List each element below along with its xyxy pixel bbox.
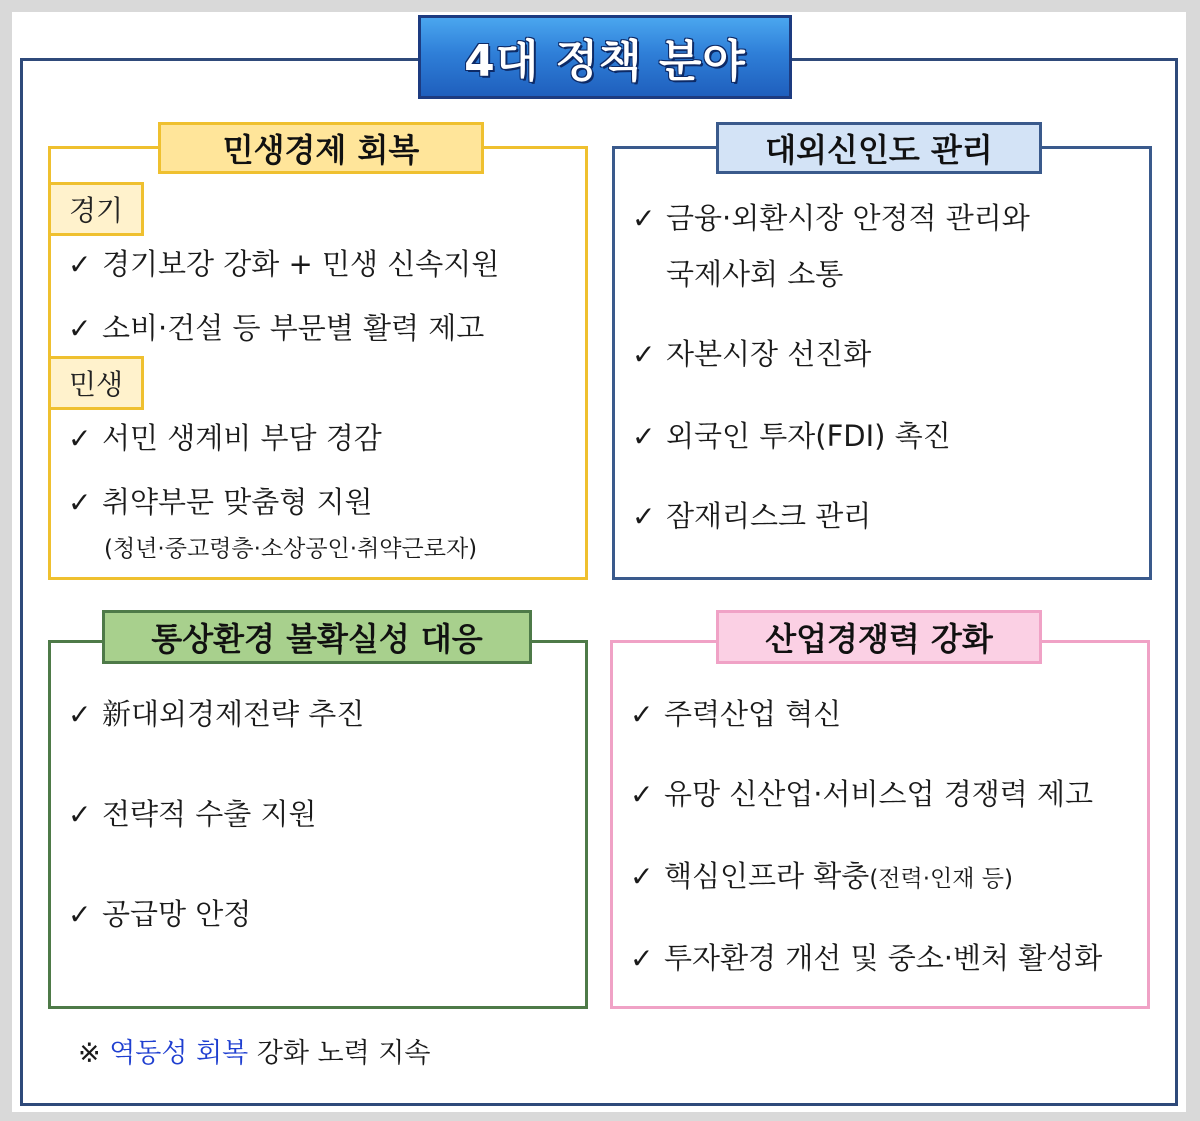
footer-highlight: 역동성 회복 [109, 1038, 249, 1069]
list-item: ✓ 핵심인프라 확충(전력·인재 등) [630, 859, 1013, 893]
list-item: ✓ 공급망 안정 [68, 897, 252, 931]
check-icon: ✓ [630, 778, 654, 811]
sub-note: (청년·중고령층·소상공인·취약근로자) [104, 536, 478, 562]
list-item: ✓ 주력산업 혁신 [630, 697, 842, 731]
main-title: 4대 정책 분야 [418, 15, 792, 99]
check-icon: ✓ [68, 698, 92, 731]
check-icon: ✓ [630, 698, 654, 731]
check-icon: ✓ [632, 338, 656, 371]
list-item: ✓ 금융·외환시장 안정적 관리와 [632, 201, 1030, 235]
list-item: ✓ 新대외경제전략 추진 [68, 697, 365, 731]
check-icon: ✓ [68, 486, 92, 519]
check-icon: ✓ [630, 942, 654, 975]
check-icon: ✓ [68, 312, 92, 345]
check-icon: ✓ [68, 422, 92, 455]
check-icon: ✓ [68, 898, 92, 931]
item-suffix: (전력·인재 등) [869, 866, 1013, 892]
check-icon: ✓ [630, 860, 654, 893]
check-icon: ✓ [632, 202, 656, 235]
list-item: ✓ 소비·건설 등 부문별 활력 제고 [68, 311, 485, 345]
list-item: ✓ 투자환경 개선 및 중소·벤처 활성화 [630, 941, 1103, 975]
panel-title-recovery: 민생경제 회복 [158, 122, 484, 174]
list-item: ✓ 자본시장 선진화 [632, 337, 872, 371]
tag-economy: 경기 [48, 182, 144, 236]
footer-note: ※ 역동성 회복 강화 노력 지속 [78, 1038, 431, 1069]
list-item: ✓ 전략적 수출 지원 [68, 797, 317, 831]
check-icon: ✓ [632, 500, 656, 533]
check-icon: ✓ [632, 420, 656, 453]
list-item: ✓ 서민 생계비 부담 경감 [68, 421, 382, 455]
tag-livelihood: 민생 [48, 356, 144, 410]
check-icon: ✓ [68, 798, 92, 831]
list-item: ✓ 잠재리스크 관리 [632, 499, 872, 533]
list-item: ✓ 외국인 투자(FDI) 촉진 [632, 419, 951, 453]
panel-title-industry: 산업경쟁력 강화 [716, 610, 1042, 664]
list-item: ✓ 경기보강 강화 + 민생 신속지원 [68, 247, 500, 281]
list-item: ✓ 취약부문 맞춤형 지원 [68, 485, 373, 519]
list-item-continuation: 국제사회 소통 [666, 257, 844, 291]
panel-title-trade: 통상환경 불확실성 대응 [102, 610, 532, 664]
check-icon: ✓ [68, 248, 92, 281]
panel-title-credibility: 대외신인도 관리 [716, 122, 1042, 174]
list-item: ✓ 유망 신산업·서비스업 경쟁력 제고 [630, 777, 1094, 811]
